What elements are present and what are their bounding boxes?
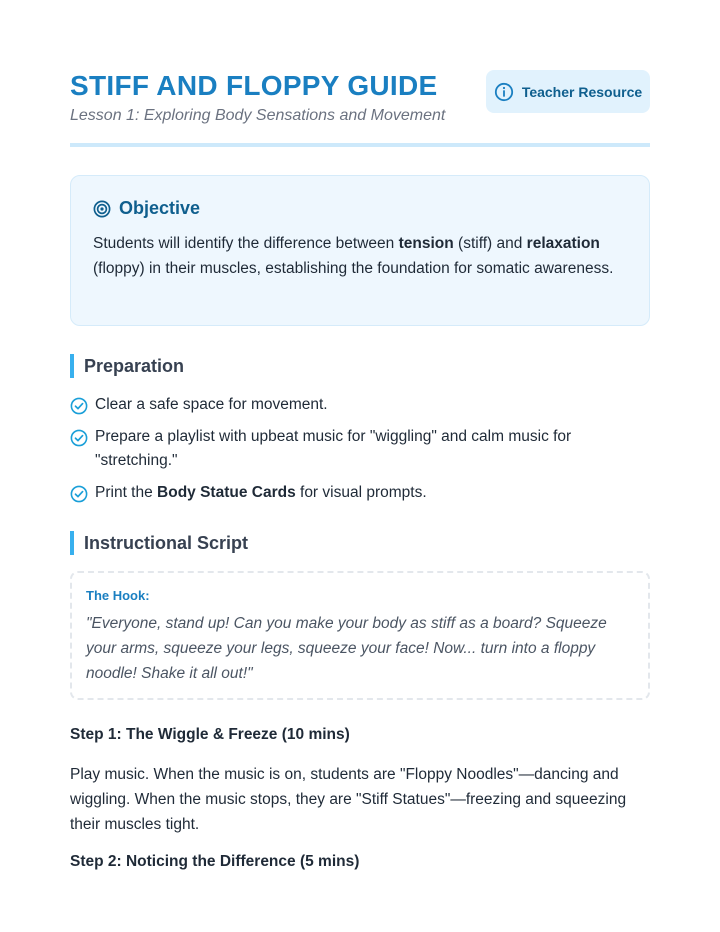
list-item: Print the Body Statue Cards for visual prompts. xyxy=(70,481,650,505)
list-item: Clear a safe space for movement. xyxy=(70,393,650,417)
check-circle-icon xyxy=(70,485,88,503)
step-2-title: Step 2: Noticing the Difference (5 mins) xyxy=(70,852,360,870)
objective-title: Objective xyxy=(119,198,201,218)
step-1-title: Step 1: The Wiggle & Freeze (10 mins) xyxy=(70,725,350,743)
list-item: Prepare a playlist with upbeat music for "wiggling" and calm music for "stretching." xyxy=(70,425,650,473)
page-header xyxy=(70,0,650,147)
target-icon xyxy=(93,200,111,218)
badge-label: Teacher Resource xyxy=(521,83,643,100)
page-title: STIFF AND FLOPPY GUIDE xyxy=(70,70,438,101)
objective-panel xyxy=(70,175,650,326)
hook-callout xyxy=(70,571,650,700)
page-subtitle: Lesson 1: Exploring Body Sensations and Movement xyxy=(70,107,446,124)
preparation-list xyxy=(70,393,650,505)
step-1-body: Play music. When the music is on, students are "Floppy Noodles"—dancing and wiggling. When the music stops, they are "Stiff Statues"—freezing and squeezing their muscles tight. xyxy=(70,765,627,833)
info-icon xyxy=(494,82,514,102)
teacher-resource-badge xyxy=(486,70,650,113)
check-circle-icon xyxy=(70,429,88,447)
hook-quote: "Everyone, stand up! Can you make your body as stiff as a board? Squeeze your arms, squeeze your legs, squeeze your face! Now... turn into a floppy noodle! Shake it all out!" xyxy=(86,614,607,682)
instructional-script-heading: Instructional Script xyxy=(70,531,650,555)
preparation-heading: Preparation xyxy=(70,354,650,378)
objective-text: Students will identify the difference between tension (stiff) and relaxation (floppy) in their muscles, establishing the foundation for somatic awareness. xyxy=(93,235,614,277)
check-circle-icon xyxy=(70,397,88,415)
hook-label: The Hook: xyxy=(86,587,150,603)
